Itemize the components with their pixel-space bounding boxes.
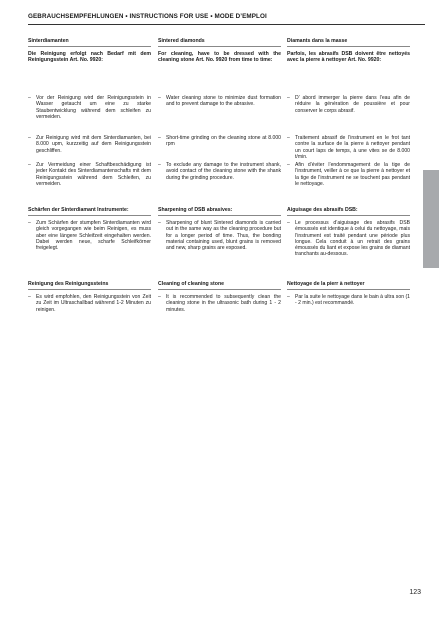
list-item: – Vor der Reinigung wird der Reinigungsstein in Wasser getaucht um eine zu starke Staubentwicklung während dem schleifen zu vermeiden. [28,95,151,120]
list-item: – Par la suite le nettoyage dans le bain à ultra son (1 - 2 min.) est recommandé. [287,294,410,307]
section-heading: Aiguisage des abrasifs DSB: [287,206,410,216]
list-item-text: Zum Schärfen der stumpfen Sinterdiamanten wird gleich vorgegangen wie beim Reinigen, es muss aber eine längere Schleifzeit eingehalten werden. Dabei werden neue, scharfe Schleifkörner freigelegt. [36,220,151,252]
intro-text: Die Reinigung erfolgt nach Bedarf mit dem Reinigungsstein Art. No. 9920: [28,51,151,64]
list-item: – Water cleaning stone to minimize dust formation and to prevent damage to the abrasive. [158,95,281,108]
list-item-text: D’ abord immerger la pierre dans l’eau afin de réduire la génération de poussière et pour conserver le corps abrasif. [295,95,410,114]
list-item-text: Zur Reinigung wird mit dem Sinterdiamanten, bei 8.000 upm, kurzzeitig auf dem Reinigungsstein geschliffen. [36,135,151,154]
list-item: – D’ abord immerger la pierre dans l’eau afin de réduire la génération de poussière et pour conserver le corps abrasif. [287,95,410,114]
list-item-text: Water cleaning stone to minimize dust formation and to prevent damage to the abrasive. [166,95,281,108]
list-item-text: Es wird empfohlen, den Reinigungsstein von Zeit zu Zeit im Ultraschallbad während 1-2 Minuten zu reinigen. [36,294,151,313]
list-item-text: It is recommended to subsequently clean the cleaning stone in the ultrasonic bath during 1 - 2 minutes. [166,294,281,313]
intro-text: Parfois, les abrasifs DSB doivent être nettoyés avec la pierre à nettoyer Art. No. 9920: [287,51,410,64]
list-item: – Zum Schärfen der stumpfen Sinterdiamanten wird gleich vorgegangen wie beim Reinigen, es muss aber eine längere Schleifzeit eingehalten werden. Dabei werden neue, scharfe Schleifkörner freigelegt. [28,220,151,252]
list-item: – Afin d’éviter l’endommagement de la tige de l’instrument, veiller à ce que la pierre à nettoyer et la tige de l’instrument ne se touchent pas pendant le nettoyage. [287,162,410,187]
list-item-text: Vor der Reinigung wird der Reinigungsstein in Wasser getaucht um eine zu starke Staubentwicklung während dem schleifen zu vermeiden. [36,95,151,120]
column-german [28,37,151,314]
column-french [287,37,410,314]
list-item: – Traitement abrasif de l’instrument en le frot tant contre la surface de la pierre à nettoyer pendant un court laps de temps, à une vites se de 8.000 t/min. [287,135,410,160]
list-item: – Sharpening of blunt Sintered diamonds is carried out in the same way as the cleaning procedure but for a longer period of time. Thus, the bonding material containing used, blunt grains is removed and new, sharp grains are exposed. [158,220,281,252]
list-item: – Short-time grinding on the cleaning stone at 8.000 rpm [158,135,281,148]
section-heading: Nettoyage de la pierr à nettoyer [287,280,410,290]
list-item-text: Zur Vermeidung einer Schaftbeschädigung ist jeder Kontakt des Sinterdiamantenschafts mit dem Reinigungsstein während dem Schleifen, zu vermeiden. [36,162,151,187]
list-item-text: Par la suite le nettoyage dans le bain à ultra son (1 - 2 min.) est recommandé. [295,294,410,307]
page-number: 123 [409,589,421,596]
section-heading: Diamants dans la masse [287,37,410,47]
list-item: – Zur Vermeidung einer Schaftbeschädigung ist jeder Kontakt des Sinterdiamantenschafts mit dem Reinigungsstein während dem Schleifen, zu vermeiden. [28,162,151,187]
list-item: – Es wird empfohlen, den Reinigungsstein von Zeit zu Zeit im Ultraschallbad während 1-2 Minuten zu reinigen. [28,294,151,313]
column-english [158,37,281,314]
section-heading: Sintered diamonds [158,37,281,47]
section-heading: Schärfen der Sinterdiamant Instrumente: [28,206,151,216]
side-tab-marker [423,170,439,268]
section-heading: Reinigung des Reinigungssteins [28,280,151,290]
list-item-text: Sharpening of blunt Sintered diamonds is carried out in the same way as the cleaning procedure but for a longer period of time. Thus, the bonding material containing used, blunt grains is removed and new, sharp grains are exposed. [166,220,281,252]
list-item-text: Afin d’éviter l’endommagement de la tige de l’instrument, veiller à ce que la pierre à nettoyer et la tige de l’instrument ne se touchent pas pendant le nettoyage. [295,162,410,187]
intro-text: For cleaning, have to be dressed with the cleaning stone Art. No. 9920 from time to time: [158,51,281,64]
list-item: – Zur Reinigung wird mit dem Sinterdiamanten, bei 8.000 upm, kurzzeitig auf dem Reinigungsstein geschliffen. [28,135,151,154]
section-heading: Sinterdiamanten [28,37,151,47]
list-item-text: Traitement abrasif de l’instrument en le frot tant contre la surface de la pierre à nettoyer pendant un court laps de temps, à une vites se de 8.000 t/min. [295,135,410,160]
list-item: – Le processus d’aiguisage des abrasifs DSB émoussés est identique à celui du nettoyage, mais l’instrument est traité pendant une période plus longue. Cela conduit à un retrait des grains émoussés du liant et expose les grains de diamant tranchants au-dessous. [287,220,410,258]
list-item-text: To exclude any damage to the instrument shank, avoid contact of the cleaning stone with the shank during the grinding procedure. [166,162,281,181]
page-header-title: GEBRAUCHSEMPFEHLUNGEN • INSTRUCTIONS FOR USE • MODE D’EMPLOI [28,10,425,25]
list-item: – It is recommended to subsequently clean the cleaning stone in the ultrasonic bath during 1 - 2 minutes. [158,294,281,313]
list-item-text: Le processus d’aiguisage des abrasifs DSB émoussés est identique à celui du nettoyage, mais l’instrument est traité pendant une période plus longue. Cela conduit à un retrait des grains émoussés du liant et expose les grains de diamant tranchants au-dessous. [295,220,410,258]
section-heading: Cleaning of cleaning stone [158,280,281,290]
section-heading: Sharpening of DSB abrasives: [158,206,281,216]
list-item-text: Short-time grinding on the cleaning stone at 8.000 rpm [166,135,281,148]
list-item: – To exclude any damage to the instrument shank, avoid contact of the cleaning stone with the shank during the grinding procedure. [158,162,281,181]
